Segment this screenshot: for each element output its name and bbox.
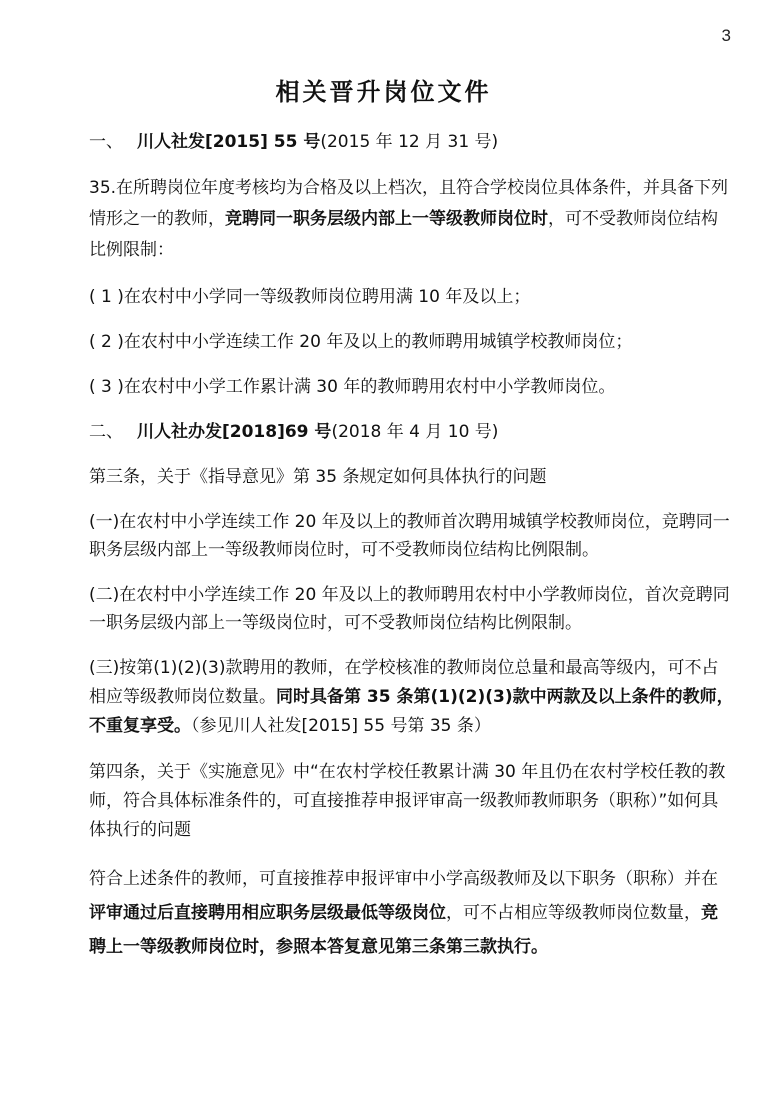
document-reference: 川人社办发[2018]69 号 (137, 422, 332, 442)
paragraph-text: 符合上述条件的教师，可直接推荐申报评审中小学高级教师及以下职务（职称）并在 (89, 869, 718, 889)
paragraph-text: ，可不受教师岗位结构比例限制： (89, 209, 718, 260)
section-heading-2 (89, 418, 734, 446)
section-number: 二、 (89, 422, 123, 442)
section-heading-1 (89, 128, 734, 156)
paragraph-text: 35.在所聘岗位年度考核均为合格及以上档次，且符合学校岗位具体条件，并具备下列情形之一的教师， (89, 178, 729, 229)
article-3-item-2: (二)在农村中小学连续工作 20 年及以上的教师聘用农村中小学教师岗位，首次竞聘同一职务层级内部上一等级岗位时，可不受教师岗位结构比例限制。 (89, 585, 730, 633)
document-title: 相关晋升岗位文件 (275, 77, 492, 106)
list-item-2: ( 2 )在农村中小学连续工作 20 年及以上的教师聘用城镇学校教师岗位； (89, 332, 633, 352)
document-body (89, 128, 734, 964)
document-date: (2015 年 12 月 31 号) (320, 132, 499, 152)
document-reference: 川人社发[2015] 55 号 (137, 132, 321, 152)
emphasis-text: 同时具备第 35 条第(1)(2)(3)款中两款及以上条件的教师，不重复享受。 (89, 687, 734, 736)
article-4-heading: 第四条，关于《实施意见》中“在农村学校任教累计满 30 年且仍在农村学校任教的教师，符合具体标准条件的，可直接推荐申报评审高一级教师教师职务（职称）”如何具体执行的问题 (89, 762, 726, 840)
article-35-paragraph (89, 173, 734, 266)
article-3-heading: 第三条，关于《指导意见》第 35 条规定如何具体执行的问题 (89, 467, 547, 487)
article-3-item-3 (89, 654, 734, 741)
emphasis-text: 竞聘同一职务层级内部上一等级教师岗位时 (225, 209, 548, 229)
emphasis-text: 评审通过后直接聘用相应职务层级最低等级岗位 (89, 903, 446, 923)
list-item-1: ( 1 )在农村中小学同一等级教师岗位聘用满 10 年及以上； (89, 287, 531, 307)
paragraph-text: (三)按第(1)(2)(3)款聘用的教师，在学校核准的教师岗位总量和最高等级内，可不占相应等级教师岗位数量。 (89, 658, 719, 707)
paragraph-text: ，可不占相应等级教师岗位数量， (446, 903, 701, 923)
section-number: 一、 (89, 132, 123, 152)
page-number: 3 (721, 26, 731, 45)
article-4-answer (89, 862, 734, 964)
reference-note: （参见川人社发[2015] 55 号第 35 条） (191, 716, 491, 736)
document-date: (2018 年 4 月 10 号) (331, 422, 499, 442)
list-item-3: ( 3 )在农村中小学工作累计满 30 年的教师聘用农村中小学教师岗位。 (89, 377, 616, 397)
emphasis-text: 竞聘上一等级教师岗位时，参照本答复意见第三条第三款执行。 (89, 903, 718, 957)
article-3-item-1: (一)在农村中小学连续工作 20 年及以上的教师首次聘用城镇学校教师岗位，竞聘同一职务层级内部上一等级教师岗位时，可不受教师岗位结构比例限制。 (89, 512, 730, 560)
